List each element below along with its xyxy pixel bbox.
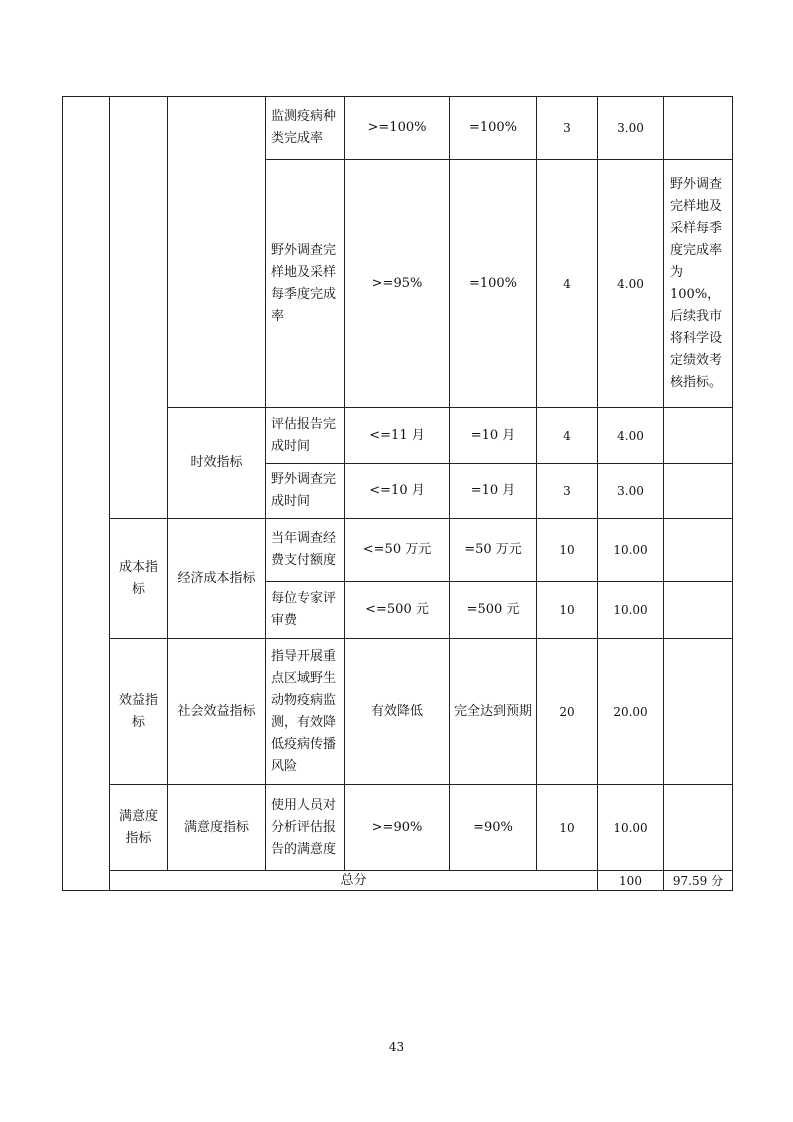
actual-value: =50 万元 xyxy=(450,519,537,582)
level1-cell xyxy=(63,97,110,891)
actual-value: =500 元 xyxy=(450,582,537,639)
target-value: <=11 月 xyxy=(345,408,450,464)
target-value: >=95% xyxy=(345,160,450,408)
weight-value: 10 xyxy=(537,785,598,871)
weight-value: 3 xyxy=(537,464,598,519)
table-row xyxy=(63,785,733,871)
score-value: 10.00 xyxy=(598,582,664,639)
timeliness-indicator-label: 时效指标 xyxy=(168,408,266,519)
actual-value: =10 月 xyxy=(450,464,537,519)
indicator-name: 野外调查完样地及采样每季度完成率 xyxy=(266,160,345,408)
score-value: 20.00 xyxy=(598,639,664,785)
score-value: 3.00 xyxy=(598,464,664,519)
actual-value: =100% xyxy=(450,97,537,160)
table-row xyxy=(63,519,733,582)
weight-value: 10 xyxy=(537,519,598,582)
note-cell xyxy=(664,464,733,519)
actual-value: =100% xyxy=(450,160,537,408)
satisfaction-secondary-indicator-label: 满意度指标 xyxy=(168,785,266,871)
score-value: 10.00 xyxy=(598,519,664,582)
table-row xyxy=(63,97,733,160)
level3-cell xyxy=(168,97,266,408)
indicator-name: 每位专家评审费 xyxy=(266,582,345,639)
weight-value: 4 xyxy=(537,408,598,464)
target-value: <=500 元 xyxy=(345,582,450,639)
target-value: 有效降低 xyxy=(345,639,450,785)
note-cell xyxy=(664,519,733,582)
total-row xyxy=(63,871,733,891)
level2-cell xyxy=(110,97,168,519)
note-cell xyxy=(664,97,733,160)
indicator-name: 使用人员对分析评估报告的满意度 xyxy=(266,785,345,871)
actual-value: 完全达到预期 xyxy=(450,639,537,785)
indicator-name: 评估报告完成时间 xyxy=(266,408,345,464)
weight-value: 4 xyxy=(537,160,598,408)
note-cell xyxy=(664,785,733,871)
cost-indicator-label: 成本指标 xyxy=(110,519,168,639)
indicator-name: 当年调查经费支付额度 xyxy=(266,519,345,582)
note-cell xyxy=(664,639,733,785)
performance-table xyxy=(62,96,733,891)
score-value: 10.00 xyxy=(598,785,664,871)
target-value: <=50 万元 xyxy=(345,519,450,582)
actual-value: =90% xyxy=(450,785,537,871)
satisfaction-indicator-label: 满意度指标 xyxy=(110,785,168,871)
target-value: <=10 月 xyxy=(345,464,450,519)
target-value: >=100% xyxy=(345,97,450,160)
note-cell xyxy=(664,582,733,639)
economic-cost-indicator-label: 经济成本指标 xyxy=(168,519,266,639)
score-value: 3.00 xyxy=(598,97,664,160)
actual-value: =10 月 xyxy=(450,408,537,464)
total-weight: 100 xyxy=(598,871,664,891)
table-row xyxy=(63,639,733,785)
indicator-name: 野外调查完成时间 xyxy=(266,464,345,519)
benefit-indicator-label: 效益指标 xyxy=(110,639,168,785)
weight-value: 10 xyxy=(537,582,598,639)
indicator-name: 指导开展重点区域野生动物疫病监测，有效降低疫病传播风险 xyxy=(266,639,345,785)
page-number: 43 xyxy=(388,1040,405,1054)
total-label: 总分 xyxy=(110,871,598,891)
weight-value: 20 xyxy=(537,639,598,785)
note-cell xyxy=(664,408,733,464)
indicator-name: 监测疫病种类完成率 xyxy=(266,97,345,160)
target-value: >=90% xyxy=(345,785,450,871)
weight-value: 3 xyxy=(537,97,598,160)
total-score: 97.59 分 xyxy=(664,871,733,891)
score-value: 4.00 xyxy=(598,408,664,464)
note-cell: 野外调查完样地及采样每季度完成率为100%，后续我市将科学设定绩效考核指标。 xyxy=(664,160,733,408)
score-value: 4.00 xyxy=(598,160,664,408)
social-benefit-indicator-label: 社会效益指标 xyxy=(168,639,266,785)
